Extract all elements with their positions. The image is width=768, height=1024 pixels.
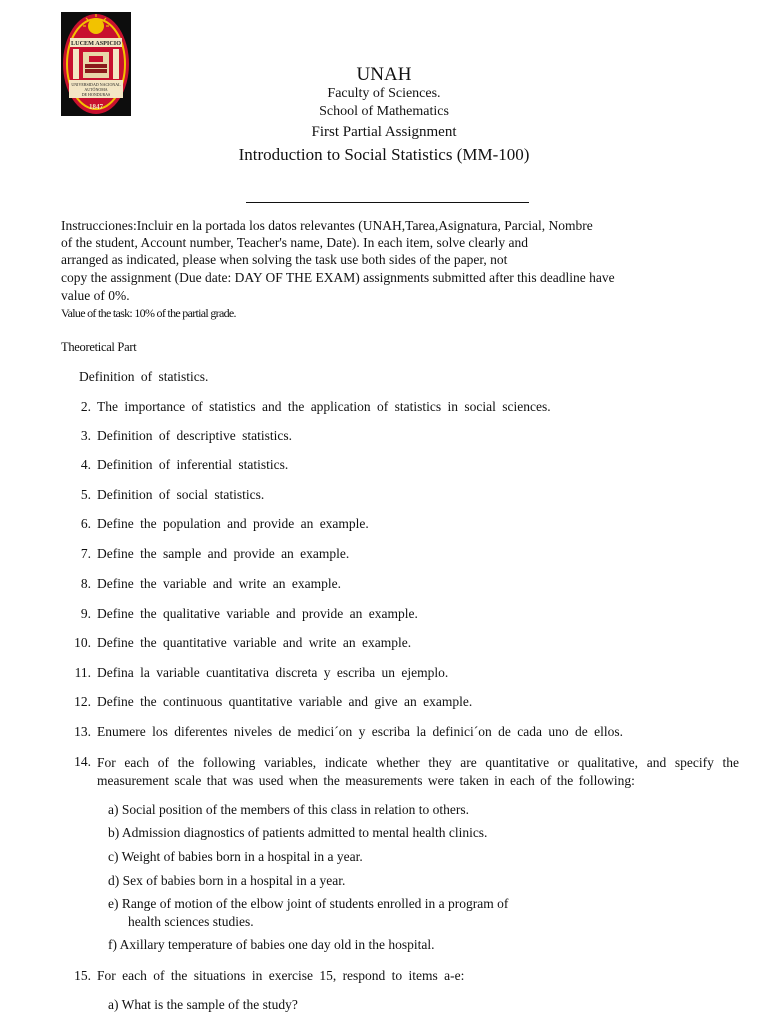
document-title: UNAH xyxy=(356,64,412,85)
item-number: 14. xyxy=(74,754,91,769)
item-text: Define the continuous quantitative variable and give an example. xyxy=(97,694,473,709)
seal-motto: LUCEM ASPICIO xyxy=(70,40,122,47)
item-text: The importance of statistics and the application of statistics in social sciences. xyxy=(97,399,551,414)
item-text: Enumere los diferentes niveles de medici´on y escriba la definici´on de cada uno de ellos. xyxy=(97,724,623,739)
item-number: 3. xyxy=(80,428,91,443)
school-line: School of Mathematics xyxy=(319,104,449,119)
item-text: Definition of descriptive statistics. xyxy=(97,428,292,443)
subitem-text: c) Weight of babies born in a hospital in a year. xyxy=(108,849,363,864)
item-text: Define the variable and write an example. xyxy=(97,576,342,591)
instructions-line: arranged as indicated, please when solving the task use both sides of the paper, not xyxy=(61,252,508,267)
item-number: 4. xyxy=(80,457,91,472)
header-divider xyxy=(246,202,529,203)
task-value-line: Value of the task: 10% of the partial grade. xyxy=(61,306,236,320)
item-text: Define the population and provide an example. xyxy=(97,516,369,531)
item-text: Definition of inferential statistics. xyxy=(97,457,289,472)
item-text: For each of the situations in exercise 15, respond to items a-e: xyxy=(97,968,465,983)
item-text: Define the qualitative variable and provide an example. xyxy=(97,606,418,621)
seal-year: 1847 xyxy=(89,103,103,111)
item-number: 9. xyxy=(80,606,91,621)
instructions-line: of the student, Account number, Teacher's name, Date). In each item, solve clearly and xyxy=(61,235,529,250)
item-text: Define the sample and provide an example. xyxy=(97,546,350,561)
subitem-text: d) Sex of babies born in a hospital in a year. xyxy=(108,873,346,888)
item-number: 11. xyxy=(74,665,91,680)
item-number: 15. xyxy=(74,968,91,983)
item-number: 12. xyxy=(74,694,91,709)
item-number: 6. xyxy=(80,516,91,531)
course-line: Introduction to Social Statistics (MM-100) xyxy=(238,145,530,164)
item-text: Define the quantitative variable and write an example. xyxy=(97,635,412,650)
seal-name-line-1: UNIVERSIDAD NACIONAL xyxy=(71,82,121,87)
assignment-line: First Partial Assignment xyxy=(311,124,457,140)
item-number: 8. xyxy=(80,576,91,591)
subitem-text: f) Axillary temperature of babies one day old in the hospital. xyxy=(108,937,435,952)
item-text: Definition of social statistics. xyxy=(97,487,265,502)
section-heading: Theoretical Part xyxy=(61,340,137,354)
subitem-text: e) Range of motion of the elbow joint of students enrolled in a program of xyxy=(108,896,509,911)
instructions-line: value of 0%. xyxy=(61,288,130,303)
item-number: 2. xyxy=(80,399,91,414)
instructions-line: copy the assignment (Due date: DAY OF THE EXAM) assignments submitted after this deadline have xyxy=(61,270,615,285)
seal-name-line-3: DE HONDURAS xyxy=(81,92,111,97)
item-number: 13. xyxy=(74,724,91,739)
item-number: 7. xyxy=(80,546,91,561)
item-text: Definition of statistics. xyxy=(79,369,209,384)
item-number: 5. xyxy=(80,487,91,502)
subitem-text: a) Social position of the members of this class in relation to others. xyxy=(108,802,470,817)
item-text: Defina la variable cuantitativa discreta y escriba un ejemplo. xyxy=(97,665,449,680)
faculty-line: Faculty of Sciences. xyxy=(327,86,441,101)
item-text: For each of the following variables, indicate whether they are quantitative or qualitative, and specify the measurement scale that was used when the measurements were taken in each of the following: xyxy=(97,755,739,788)
subitem-text: a) What is the sample of the study? xyxy=(108,997,298,1012)
seal-name-line-2: AUTÓNOMA xyxy=(84,87,108,92)
instructions-line: Instrucciones:Incluir en la portada los datos relevantes (UNAH,Tarea,Asignatura, Parcial, Nombre xyxy=(61,218,593,233)
subitem-text: health sciences studies. xyxy=(128,914,254,929)
subitem-text: b) Admission diagnostics of patients admitted to mental health clinics. xyxy=(108,825,488,840)
item-number: 10. xyxy=(74,635,91,650)
